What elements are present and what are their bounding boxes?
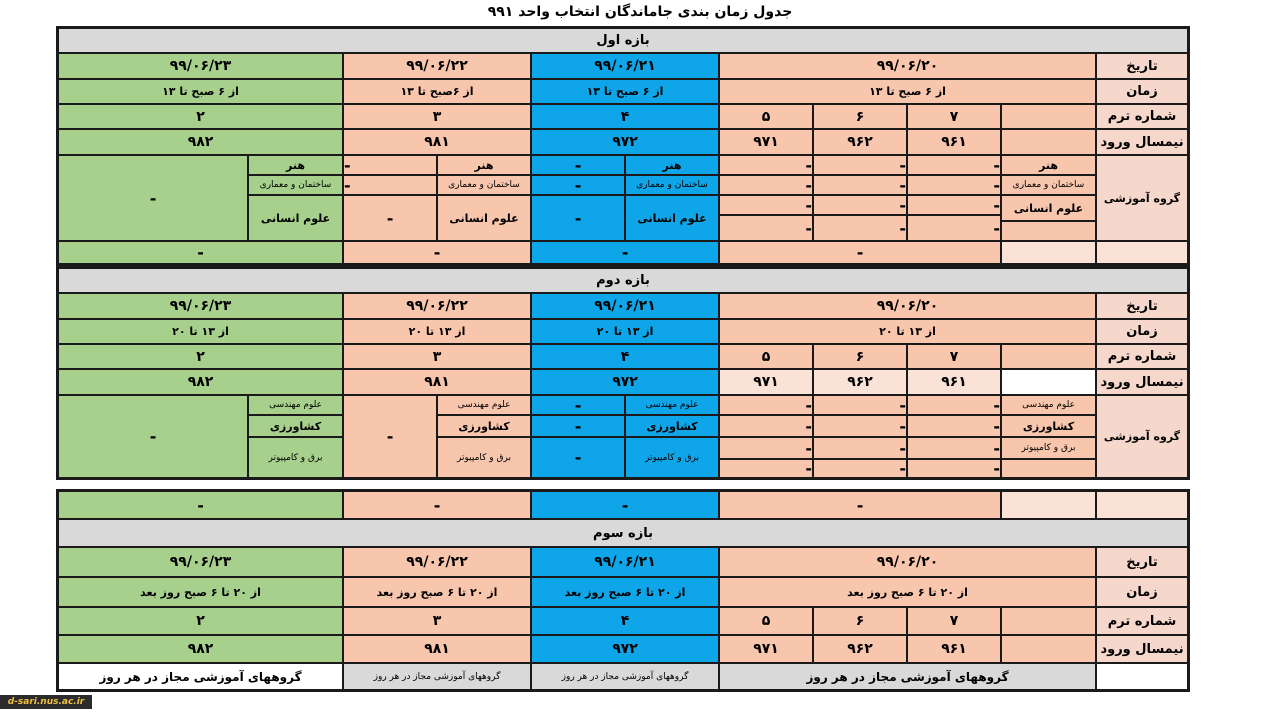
dash-cell: - <box>719 175 813 195</box>
term-cell: ۷ <box>907 344 1001 369</box>
term-cell: ۷ <box>907 104 1001 129</box>
date-cell: ۹۹/۰۶/۲۰ <box>719 53 1096 79</box>
group-elec: برق و کامپیوتر <box>437 437 531 478</box>
page-title: جدول زمان بندی جاماندگان انتخاب واحد ۹۹۱ <box>487 4 793 20</box>
allowed-groups: گروههای آموزشی مجاز در هر روز <box>58 663 343 690</box>
group-empty <box>1001 459 1096 478</box>
dash-cell: - <box>719 491 1001 519</box>
dash-cell: - <box>813 175 907 195</box>
term-cell: ۲ <box>58 607 343 635</box>
time-cell: از ۱۳ تا ۲۰ <box>719 319 1096 344</box>
term-cell: ۳ <box>343 607 531 635</box>
group-eng: علوم مهندسی <box>625 395 719 415</box>
dash-cell: - <box>907 155 1001 175</box>
entry-cell: ۹۸۲ <box>58 635 343 663</box>
group-empty <box>1001 221 1096 241</box>
dash-cell: - <box>907 215 1001 241</box>
entry-cell: ۹۸۲ <box>58 129 343 155</box>
label-term: شماره ترم <box>1096 104 1188 129</box>
entry-cell: ۹۶۱ <box>907 369 1001 395</box>
entry-cell: ۹۸۲ <box>58 369 343 395</box>
dash-cell: - <box>343 491 531 519</box>
group-human: علوم انسانی <box>248 195 343 241</box>
group-build: ساختمان و معماری <box>248 175 343 195</box>
time-cell: از ۲۰ تا ۶ صبح روز بعد <box>531 577 719 607</box>
dash-cell: - <box>531 437 625 478</box>
date-cell: ۹۹/۰۶/۲۳ <box>58 293 343 319</box>
group-eng: علوم مهندسی <box>248 395 343 415</box>
dash-cell: - <box>813 459 907 478</box>
time-cell: از ۱۳ تا ۲۰ <box>343 319 531 344</box>
group-agri: کشاورزی <box>248 415 343 437</box>
entry-cell: ۹۷۲ <box>531 129 719 155</box>
dash-cell: - <box>343 175 437 195</box>
dash-cell: - <box>813 195 907 215</box>
dash-cell: - <box>531 395 625 415</box>
label-group: گروه آموزشی <box>1096 395 1188 478</box>
group-elec: برق و کامپیوتر <box>625 437 719 478</box>
label-entry: نیمسال ورود <box>1096 129 1188 155</box>
empty-cell <box>1096 241 1188 264</box>
group-build: ساختمان و معماری <box>437 175 531 195</box>
empty-cell <box>1096 491 1188 519</box>
entry-cell: ۹۶۲ <box>813 129 907 155</box>
entry-cell: ۹۷۲ <box>531 369 719 395</box>
dash-cell: - <box>719 215 813 241</box>
dash-cell: - <box>813 155 907 175</box>
entry-cell: ۹۷۱ <box>719 129 813 155</box>
group-human: علوم انسانی <box>625 195 719 241</box>
label-time: زمان <box>1096 577 1188 607</box>
label-date: تاریخ <box>1096 547 1188 577</box>
term-cell: ۳ <box>343 104 531 129</box>
label-date: تاریخ <box>1096 293 1188 319</box>
time-cell: از ۱۳ تا ۲۰ <box>58 319 343 344</box>
dash-cell: - <box>907 437 1001 459</box>
group-agri: کشاورزی <box>1001 415 1096 437</box>
term-cell: ۵ <box>719 607 813 635</box>
dash-cell: - <box>719 195 813 215</box>
group-eng: علوم مهندسی <box>437 395 531 415</box>
term-empty <box>1001 607 1096 635</box>
entry-cell: ۹۶۲ <box>813 635 907 663</box>
dash-cell: - <box>58 155 248 241</box>
entry-cell: ۹۶۱ <box>907 129 1001 155</box>
term-cell: ۳ <box>343 344 531 369</box>
time-cell: از ۲۰ تا ۶ صبح روز بعد <box>343 577 531 607</box>
dash-cell: - <box>813 437 907 459</box>
dash-cell: - <box>343 155 437 175</box>
label-time: زمان <box>1096 79 1188 104</box>
term-cell: ۴ <box>531 104 719 129</box>
period2-block <box>56 266 1190 480</box>
date-cell: ۹۹/۰۶/۲۱ <box>531 53 719 79</box>
dash-cell: - <box>907 195 1001 215</box>
dash-cell: - <box>907 395 1001 415</box>
dash-cell: - <box>531 241 719 264</box>
term-cell: ۵ <box>719 344 813 369</box>
date-cell: ۹۹/۰۶/۲۲ <box>343 53 531 79</box>
dash-cell: - <box>813 215 907 241</box>
label-group: گروه آموزشی <box>1096 155 1188 241</box>
time-cell: از ۲۰ تا ۶ صبح روز بعد <box>719 577 1096 607</box>
term-cell: ۶ <box>813 104 907 129</box>
term-cell: ۲ <box>58 104 343 129</box>
dash-cell: - <box>813 395 907 415</box>
term-cell: ۵ <box>719 104 813 129</box>
label-date: تاریخ <box>1096 53 1188 79</box>
dash-cell: - <box>907 415 1001 437</box>
entry-cell: ۹۷۱ <box>719 369 813 395</box>
label-entry: نیمسال ورود <box>1096 369 1188 395</box>
label-term: شماره ترم <box>1096 344 1188 369</box>
time-cell: از ۶ صبح تا ۱۳ <box>719 79 1096 104</box>
allowed-groups: گروههای آموزشی مجاز در هر روز <box>531 663 719 690</box>
entry-cell: ۹۸۱ <box>343 129 531 155</box>
group-art: هنر <box>1001 155 1096 175</box>
dash-cell: - <box>719 241 1001 264</box>
term-cell: ۲ <box>58 344 343 369</box>
dash-cell: - <box>719 155 813 175</box>
date-cell: ۹۹/۰۶/۲۰ <box>719 293 1096 319</box>
dash-cell: - <box>343 395 437 478</box>
date-cell: ۹۹/۰۶/۲۲ <box>343 293 531 319</box>
allowed-groups: گروههای آموزشی مجاز در هر روز <box>343 663 531 690</box>
dash-cell: - <box>58 395 248 478</box>
group-agri: کشاورزی <box>625 415 719 437</box>
dash-cell: - <box>907 459 1001 478</box>
entry-empty <box>1001 369 1096 395</box>
label-time: زمان <box>1096 319 1188 344</box>
dash-cell: - <box>531 491 719 519</box>
date-cell: ۹۹/۰۶/۲۰ <box>719 547 1096 577</box>
entry-cell: ۹۷۱ <box>719 635 813 663</box>
dash-cell: - <box>813 415 907 437</box>
group-art: هنر <box>248 155 343 175</box>
term-cell: ۶ <box>813 607 907 635</box>
entry-cell: ۹۷۲ <box>531 635 719 663</box>
group-build: ساختمان و معماری <box>625 175 719 195</box>
time-cell: از ۶ صبح تا ۱۳ <box>58 79 343 104</box>
footer-watermark: d-sari.nus.ac.ir <box>0 695 92 709</box>
dash-cell: - <box>719 437 813 459</box>
period3-title: بازه سوم <box>58 519 1188 547</box>
date-cell: ۹۹/۰۶/۲۳ <box>58 547 343 577</box>
term-empty <box>1001 104 1096 129</box>
term-empty <box>1001 344 1096 369</box>
term-cell: ۶ <box>813 344 907 369</box>
group-agri: کشاورزی <box>437 415 531 437</box>
period2-title: بازه دوم <box>58 268 1188 293</box>
date-cell: ۹۹/۰۶/۲۱ <box>531 547 719 577</box>
empty-cell <box>1001 491 1096 519</box>
group-human: علوم انسانی <box>437 195 531 241</box>
dash-cell: - <box>719 459 813 478</box>
dash-cell: - <box>343 241 531 264</box>
dash-cell: - <box>719 415 813 437</box>
period1-title: بازه اول <box>58 28 1188 53</box>
entry-cell: ۹۸۱ <box>343 635 531 663</box>
empty-cell <box>1001 241 1096 264</box>
time-cell: از ۲۰ تا ۶ صبح روز بعد <box>58 577 343 607</box>
dash-cell: - <box>531 175 625 195</box>
allowed-groups: گروههای آموزشی مجاز در هر روز <box>719 663 1096 690</box>
entry-empty <box>1001 635 1096 663</box>
entry-cell: ۹۶۱ <box>907 635 1001 663</box>
term-cell: ۴ <box>531 344 719 369</box>
date-cell: ۹۹/۰۶/۲۱ <box>531 293 719 319</box>
label-entry: نیمسال ورود <box>1096 635 1188 663</box>
term-cell: ۴ <box>531 607 719 635</box>
term-cell: ۷ <box>907 607 1001 635</box>
time-cell: از ۶صبح تا ۱۳ <box>343 79 531 104</box>
dash-cell: - <box>531 415 625 437</box>
group-art: هنر <box>625 155 719 175</box>
dash-cell: - <box>343 195 437 241</box>
entry-empty <box>1001 129 1096 155</box>
dash-cell: - <box>531 195 625 241</box>
entry-cell: ۹۸۱ <box>343 369 531 395</box>
dash-cell: - <box>531 155 625 175</box>
entry-cell: ۹۶۲ <box>813 369 907 395</box>
period3-block <box>56 489 1190 692</box>
group-build: ساختمان و معماری <box>1001 175 1096 195</box>
dash-cell: - <box>907 175 1001 195</box>
label-term: شماره ترم <box>1096 607 1188 635</box>
dash-cell: - <box>58 491 343 519</box>
group-elec: برق و کامپیوتر <box>248 437 343 478</box>
dash-cell: - <box>719 395 813 415</box>
group-elec: برق و کامپیوتر <box>1001 437 1096 459</box>
empty-cell <box>1096 663 1188 690</box>
dash-cell: - <box>58 241 343 264</box>
time-cell: از ۶ صبح تا ۱۳ <box>531 79 719 104</box>
time-cell: از ۱۳ تا ۲۰ <box>531 319 719 344</box>
date-cell: ۹۹/۰۶/۲۲ <box>343 547 531 577</box>
group-art: هنر <box>437 155 531 175</box>
group-human: علوم انسانی <box>1001 195 1096 221</box>
period1-block <box>56 26 1190 266</box>
group-eng: علوم مهندسی <box>1001 395 1096 415</box>
date-cell: ۹۹/۰۶/۲۳ <box>58 53 343 79</box>
